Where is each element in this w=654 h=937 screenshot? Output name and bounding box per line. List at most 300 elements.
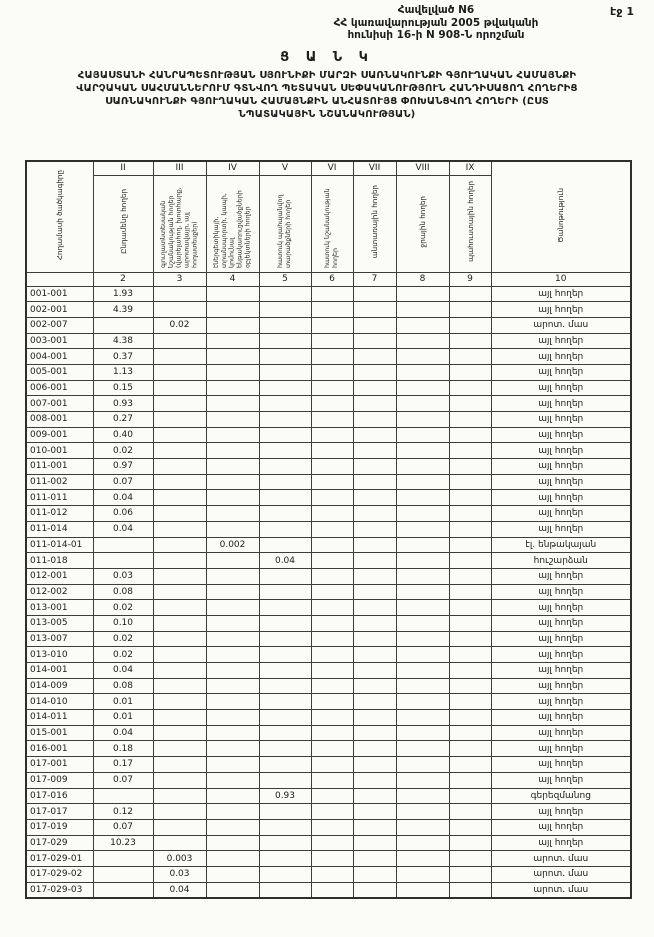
note-cell: այլ հողեր (491, 443, 631, 459)
column-header-total: Ընդամենը հողեր (93, 175, 153, 272)
value-reserve (449, 349, 491, 365)
note-cell: գերեզմանոց (491, 788, 631, 804)
parcel-code: 006-001 (26, 380, 93, 396)
value-reserve (449, 631, 491, 647)
table-row (26, 788, 631, 804)
value-agricultural (153, 553, 206, 569)
value-special-purpose (311, 490, 353, 506)
parcel-code: 013-007 (26, 631, 93, 647)
column-header-note (491, 161, 631, 272)
value-protected-areas (259, 631, 311, 647)
table-row (26, 521, 631, 537)
value-special-purpose (311, 804, 353, 820)
document-title: Ց Ա Ն Կ (280, 50, 374, 65)
note-cell: այլ հողեր (491, 710, 631, 726)
value-protected-areas (259, 866, 311, 882)
value-energy-transport (206, 568, 259, 584)
value-agricultural (153, 757, 206, 773)
value-special-purpose (311, 396, 353, 412)
value-total: 0.37 (93, 349, 153, 365)
note-cell: այլ հողեր (491, 349, 631, 365)
value-special-purpose (311, 772, 353, 788)
note-cell: այլ հողեր (491, 725, 631, 741)
table-row (26, 349, 631, 365)
value-forest (353, 584, 396, 600)
value-reserve (449, 506, 491, 522)
value-special-purpose (311, 537, 353, 553)
parcel-code: 012-002 (26, 584, 93, 600)
value-agricultural (153, 443, 206, 459)
value-special-purpose (311, 380, 353, 396)
table-row (26, 537, 631, 553)
value-reserve (449, 333, 491, 349)
value-special-purpose (311, 882, 353, 898)
parcel-code: 017-029-02 (26, 866, 93, 882)
value-agricultural (153, 286, 206, 302)
value-energy-transport (206, 364, 259, 380)
parcel-code: 017-019 (26, 819, 93, 835)
note-cell: էլ. ենթակայան (491, 537, 631, 553)
parcel-code: 009-001 (26, 427, 93, 443)
column-roman-4: IV (206, 161, 259, 175)
value-reserve (449, 537, 491, 553)
column-number: 3 (153, 272, 206, 286)
value-water (396, 380, 449, 396)
value-forest (353, 804, 396, 820)
parcel-code: 002-007 (26, 317, 93, 333)
column-number: 9 (449, 272, 491, 286)
parcel-code: 017-029 (26, 835, 93, 851)
value-forest (353, 427, 396, 443)
value-forest (353, 443, 396, 459)
value-total: 0.02 (93, 631, 153, 647)
value-water (396, 412, 449, 428)
value-total: 0.10 (93, 615, 153, 631)
column-header-protected-areas: հատուկ պահպանվող տարածքների հողեր (259, 175, 311, 272)
value-protected-areas (259, 678, 311, 694)
column-roman-5: V (259, 161, 311, 175)
value-water (396, 678, 449, 694)
value-energy-transport (206, 804, 259, 820)
value-water (396, 349, 449, 365)
note-cell: այլ հողեր (491, 412, 631, 428)
note-cell: այլ հողեր (491, 757, 631, 773)
value-agricultural (153, 521, 206, 537)
value-water (396, 819, 449, 835)
note-cell: այլ հողեր (491, 647, 631, 663)
value-agricultural (153, 474, 206, 490)
value-reserve (449, 678, 491, 694)
note-cell: այլ հողեր (491, 396, 631, 412)
value-energy-transport (206, 584, 259, 600)
note-cell: արոտ. մաս (491, 882, 631, 898)
value-total: 0.01 (93, 710, 153, 726)
table-row (26, 600, 631, 616)
parcel-code: 017-001 (26, 757, 93, 773)
parcel-code: 014-001 (26, 663, 93, 679)
value-protected-areas (259, 412, 311, 428)
value-energy-transport (206, 882, 259, 898)
parcel-code: 013-001 (26, 600, 93, 616)
parcel-code: 004-001 (26, 349, 93, 365)
parcel-code: 008-001 (26, 412, 93, 428)
value-forest (353, 302, 396, 318)
value-protected-areas (259, 349, 311, 365)
document-subtitle (22, 69, 632, 121)
value-reserve (449, 741, 491, 757)
value-protected-areas (259, 725, 311, 741)
column-roman-2: II (93, 161, 153, 175)
value-agricultural (153, 835, 206, 851)
parcel-code: 011-002 (26, 474, 93, 490)
table-row (26, 427, 631, 443)
value-forest (353, 788, 396, 804)
value-total: 0.97 (93, 459, 153, 475)
value-forest (353, 741, 396, 757)
parcel-code: 011-012 (26, 506, 93, 522)
value-total: 0.17 (93, 757, 153, 773)
value-agricultural: 0.04 (153, 882, 206, 898)
value-water (396, 631, 449, 647)
table-row (26, 553, 631, 569)
value-total: 0.06 (93, 506, 153, 522)
value-reserve (449, 302, 491, 318)
value-reserve (449, 286, 491, 302)
value-total: 0.40 (93, 427, 153, 443)
value-total: 0.27 (93, 412, 153, 428)
value-agricultural (153, 600, 206, 616)
parcel-code: 015-001 (26, 725, 93, 741)
value-reserve (449, 772, 491, 788)
value-forest (353, 490, 396, 506)
value-total: 0.02 (93, 600, 153, 616)
note-cell: այլ հողեր (491, 459, 631, 475)
value-agricultural (153, 725, 206, 741)
value-forest (353, 882, 396, 898)
value-agricultural (153, 663, 206, 679)
value-energy-transport (206, 286, 259, 302)
value-water (396, 584, 449, 600)
value-reserve (449, 647, 491, 663)
value-forest (353, 286, 396, 302)
parcel-code: 016-001 (26, 741, 93, 757)
value-total: 4.38 (93, 333, 153, 349)
value-energy-transport (206, 866, 259, 882)
value-forest (353, 474, 396, 490)
value-forest (353, 412, 396, 428)
value-agricultural (153, 568, 206, 584)
value-special-purpose (311, 710, 353, 726)
note-cell: այլ հողեր (491, 615, 631, 631)
value-water (396, 317, 449, 333)
value-forest (353, 317, 396, 333)
value-energy-transport (206, 851, 259, 867)
table-row (26, 615, 631, 631)
value-agricultural: 0.003 (153, 851, 206, 867)
value-energy-transport (206, 710, 259, 726)
table-row (26, 882, 631, 898)
value-agricultural (153, 631, 206, 647)
value-special-purpose (311, 694, 353, 710)
value-reserve (449, 521, 491, 537)
value-water (396, 568, 449, 584)
value-total: 0.08 (93, 584, 153, 600)
value-total: 0.07 (93, 772, 153, 788)
table-row (26, 317, 631, 333)
note-cell: այլ հողեր (491, 600, 631, 616)
value-forest (353, 772, 396, 788)
column-header-parcel-code-label: Հողամասի ծածկագիրը (55, 170, 65, 261)
value-total: 0.93 (93, 396, 153, 412)
value-special-purpose (311, 553, 353, 569)
parcel-code: 010-001 (26, 443, 93, 459)
table-row (26, 710, 631, 726)
value-water (396, 506, 449, 522)
value-special-purpose (311, 741, 353, 757)
value-total: 4.39 (93, 302, 153, 318)
value-water (396, 866, 449, 882)
note-cell: արոտ. մաս (491, 866, 631, 882)
value-agricultural (153, 647, 206, 663)
table-row (26, 694, 631, 710)
value-special-purpose (311, 584, 353, 600)
parcel-code: 014-010 (26, 694, 93, 710)
value-special-purpose (311, 819, 353, 835)
value-forest (353, 364, 396, 380)
value-protected-areas (259, 882, 311, 898)
value-forest (353, 851, 396, 867)
value-energy-transport (206, 521, 259, 537)
value-energy-transport (206, 333, 259, 349)
value-total: 0.02 (93, 647, 153, 663)
value-special-purpose (311, 521, 353, 537)
value-water (396, 741, 449, 757)
value-total: 0.04 (93, 725, 153, 741)
note-cell: այլ հողեր (491, 521, 631, 537)
value-special-purpose (311, 333, 353, 349)
value-protected-areas (259, 380, 311, 396)
value-water (396, 553, 449, 569)
table-row (26, 286, 631, 302)
value-protected-areas (259, 333, 311, 349)
column-number: 7 (353, 272, 396, 286)
table-row (26, 302, 631, 318)
value-protected-areas (259, 710, 311, 726)
value-protected-areas (259, 364, 311, 380)
value-reserve (449, 725, 491, 741)
table-row (26, 819, 631, 835)
value-forest (353, 819, 396, 835)
appendix-header (240, 4, 632, 42)
column-header-forest: անտառային հողեր (353, 175, 396, 272)
value-reserve (449, 710, 491, 726)
value-reserve (449, 490, 491, 506)
value-forest (353, 396, 396, 412)
note-cell: այլ հողեր (491, 333, 631, 349)
value-water (396, 647, 449, 663)
table-row (26, 757, 631, 773)
value-agricultural: 0.02 (153, 317, 206, 333)
column-header-note-label: Ծանոթություն (556, 187, 566, 243)
value-forest (353, 663, 396, 679)
value-water (396, 788, 449, 804)
value-protected-areas (259, 286, 311, 302)
value-forest (353, 380, 396, 396)
value-total: 0.07 (93, 474, 153, 490)
note-cell: այլ հողեր (491, 302, 631, 318)
note-cell: այլ հողեր (491, 835, 631, 851)
value-energy-transport (206, 459, 259, 475)
value-energy-transport (206, 380, 259, 396)
value-reserve (449, 615, 491, 631)
value-reserve (449, 474, 491, 490)
value-energy-transport (206, 553, 259, 569)
parcel-code: 011-018 (26, 553, 93, 569)
value-forest (353, 710, 396, 726)
value-protected-areas (259, 490, 311, 506)
value-reserve (449, 317, 491, 333)
table-row (26, 851, 631, 867)
note-cell: այլ հողեր (491, 663, 631, 679)
value-energy-transport (206, 396, 259, 412)
table-row (26, 474, 631, 490)
value-protected-areas (259, 302, 311, 318)
note-cell: այլ հողեր (491, 819, 631, 835)
column-header-special-purpose: հատուկ նշանակության հողեր (311, 175, 353, 272)
value-total (93, 882, 153, 898)
value-forest (353, 568, 396, 584)
value-agricultural (153, 710, 206, 726)
value-protected-areas (259, 615, 311, 631)
value-forest (353, 757, 396, 773)
value-forest (353, 459, 396, 475)
value-protected-areas (259, 851, 311, 867)
value-water (396, 302, 449, 318)
value-protected-areas (259, 537, 311, 553)
column-number-row (26, 272, 631, 286)
value-water (396, 772, 449, 788)
value-reserve (449, 882, 491, 898)
column-roman-3: III (153, 161, 206, 175)
value-special-purpose (311, 349, 353, 365)
note-cell: այլ հողեր (491, 584, 631, 600)
table-row (26, 741, 631, 757)
value-protected-areas (259, 396, 311, 412)
column-number (26, 272, 93, 286)
value-reserve (449, 380, 491, 396)
column-number: 6 (311, 272, 353, 286)
note-cell: այլ հողեր (491, 772, 631, 788)
value-reserve (449, 459, 491, 475)
value-total: 0.08 (93, 678, 153, 694)
value-total: 0.04 (93, 490, 153, 506)
parcel-code: 007-001 (26, 396, 93, 412)
value-water (396, 725, 449, 741)
value-total: 0.03 (93, 568, 153, 584)
value-water (396, 521, 449, 537)
note-cell: հուշարձան (491, 553, 631, 569)
column-number: 10 (491, 272, 631, 286)
column-header-energy-transport: էներգետիկայի, տրանսպորտի, կապի, կոմունալ ենթակառուցվածքների օբյեկտների հողեր (206, 175, 259, 272)
value-energy-transport: 0.002 (206, 537, 259, 553)
table-row (26, 568, 631, 584)
value-protected-areas (259, 521, 311, 537)
value-reserve (449, 364, 491, 380)
note-cell: այլ հողեր (491, 631, 631, 647)
note-cell: այլ հողեր (491, 286, 631, 302)
value-agricultural (153, 741, 206, 757)
column-roman-9: IX (449, 161, 491, 175)
note-cell: արոտ. մաս (491, 851, 631, 867)
note-cell: այլ հողեր (491, 506, 631, 522)
value-reserve (449, 694, 491, 710)
value-reserve (449, 851, 491, 867)
value-reserve (449, 600, 491, 616)
parcel-code: 011-014 (26, 521, 93, 537)
value-agricultural (153, 364, 206, 380)
value-energy-transport (206, 474, 259, 490)
parcel-code: 017-017 (26, 804, 93, 820)
note-cell: արոտ. մաս (491, 317, 631, 333)
value-protected-areas (259, 427, 311, 443)
table-row (26, 443, 631, 459)
parcel-code: 017-029-01 (26, 851, 93, 867)
subtitle-line: ՆՊԱՏԱԿԱՅԻՆ ՆՇԱՆԱԿՈՒԹՅԱՆ) (238, 109, 416, 120)
table-row (26, 490, 631, 506)
value-water (396, 443, 449, 459)
value-forest (353, 349, 396, 365)
parcel-code: 017-016 (26, 788, 93, 804)
value-water (396, 835, 449, 851)
value-protected-areas (259, 474, 311, 490)
value-agricultural (153, 302, 206, 318)
value-energy-transport (206, 757, 259, 773)
value-reserve (449, 412, 491, 428)
appendix-line: հունիսի 16-ի N 908-Ն որոշման (347, 29, 525, 41)
table-row (26, 835, 631, 851)
value-total (93, 553, 153, 569)
value-special-purpose (311, 788, 353, 804)
value-special-purpose (311, 725, 353, 741)
value-total: 0.04 (93, 663, 153, 679)
parcel-code: 013-010 (26, 647, 93, 663)
value-agricultural (153, 396, 206, 412)
value-protected-areas (259, 757, 311, 773)
note-cell: այլ հողեր (491, 490, 631, 506)
value-special-purpose (311, 866, 353, 882)
value-water (396, 333, 449, 349)
value-energy-transport (206, 647, 259, 663)
value-reserve (449, 584, 491, 600)
value-energy-transport (206, 725, 259, 741)
value-water (396, 600, 449, 616)
value-forest (353, 866, 396, 882)
value-reserve (449, 568, 491, 584)
value-reserve (449, 396, 491, 412)
value-water (396, 474, 449, 490)
parcel-code: 011-001 (26, 459, 93, 475)
value-water (396, 694, 449, 710)
value-total: 0.01 (93, 694, 153, 710)
value-reserve (449, 663, 491, 679)
parcel-code: 003-001 (26, 333, 93, 349)
value-forest (353, 678, 396, 694)
table-row (26, 647, 631, 663)
value-energy-transport (206, 412, 259, 428)
column-number: 8 (396, 272, 449, 286)
table-row (26, 380, 631, 396)
column-header-reserve: պահուստային հողեր (449, 175, 491, 272)
